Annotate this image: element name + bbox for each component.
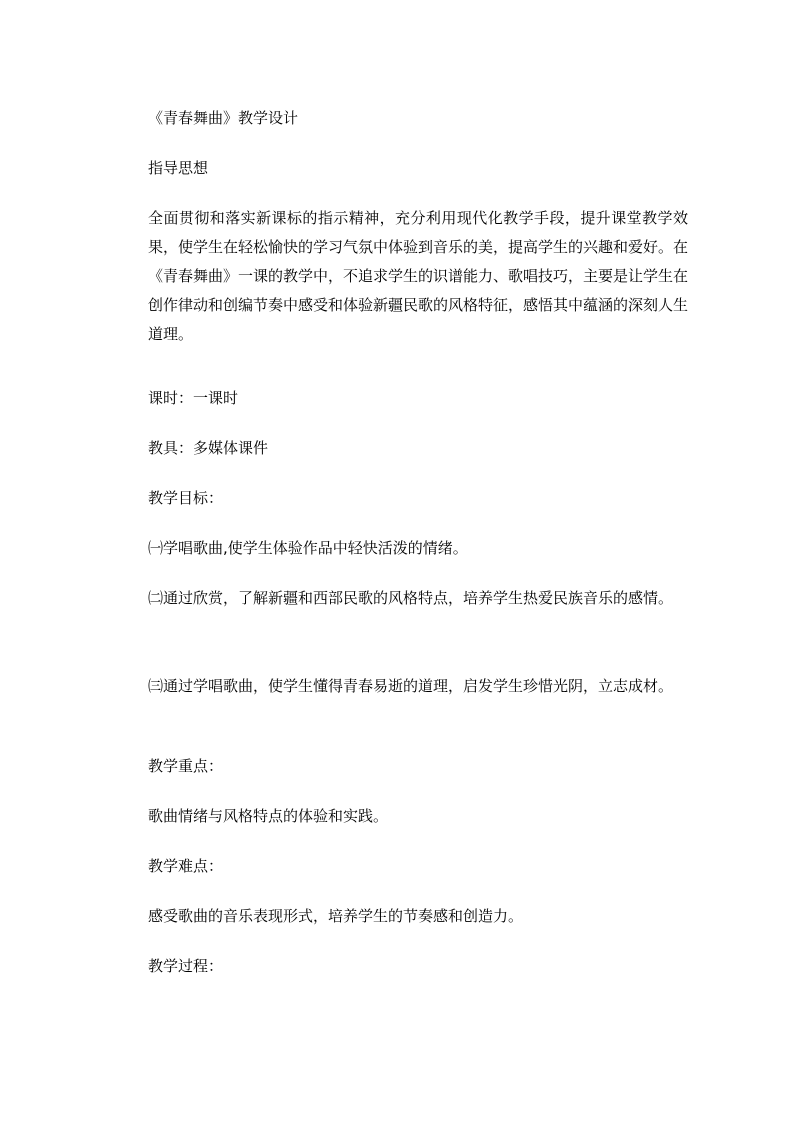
- teaching-aids: 教具：多媒体课件: [148, 439, 269, 457]
- objective-item-3: [148, 672, 688, 701]
- key-points-text: 歌曲情绪与风格特点的体验和实践。: [148, 807, 389, 825]
- difficulties-text: 感受歌曲的音乐表现形式，培养学生的节奏感和创造力。: [148, 907, 524, 925]
- class-hours: 课时：一课时: [148, 389, 239, 407]
- key-points-heading: 教学重点：: [148, 757, 224, 775]
- process-heading: 教学过程：: [148, 957, 224, 975]
- objective-item-2-text: ㈡通过欣赏，了解新疆和西部民歌的风格特点，培养学生热爱民族音乐的感情。: [148, 589, 674, 607]
- objective-item-1: ㈠学唱歌曲,使学生体验作品中轻快活泼的情绪。: [148, 539, 468, 557]
- guide-paragraph: [148, 204, 688, 349]
- document-title: 《青春舞曲》教学设计: [148, 109, 299, 127]
- guide-heading: 指导思想: [148, 159, 209, 177]
- guide-paragraph-text: 全面贯彻和落实新课标的指示精神，充分利用现代化教学手段，提升课堂教学效果，使学生在轻松愉快的学习气氛中体验到音乐的美，提高学生的兴趣和爱好。在《青春舞曲》一课的教学中，不追求学生的识谱能力、歌唱技巧，主要是让学生在创作律动和创编节奏中感受和体验新疆民歌的风格特征，感悟其中蕴涵的深刻人生道理。: [148, 209, 689, 343]
- objectives-heading: 教学目标：: [148, 489, 224, 507]
- difficulties-heading: 教学难点：: [148, 857, 224, 875]
- objective-item-3-text: ㈢通过学唱歌曲，使学生懂得青春易逝的道理，启发学生珍惜光阴，立志成材。: [148, 677, 674, 695]
- objective-item-2: [148, 584, 688, 613]
